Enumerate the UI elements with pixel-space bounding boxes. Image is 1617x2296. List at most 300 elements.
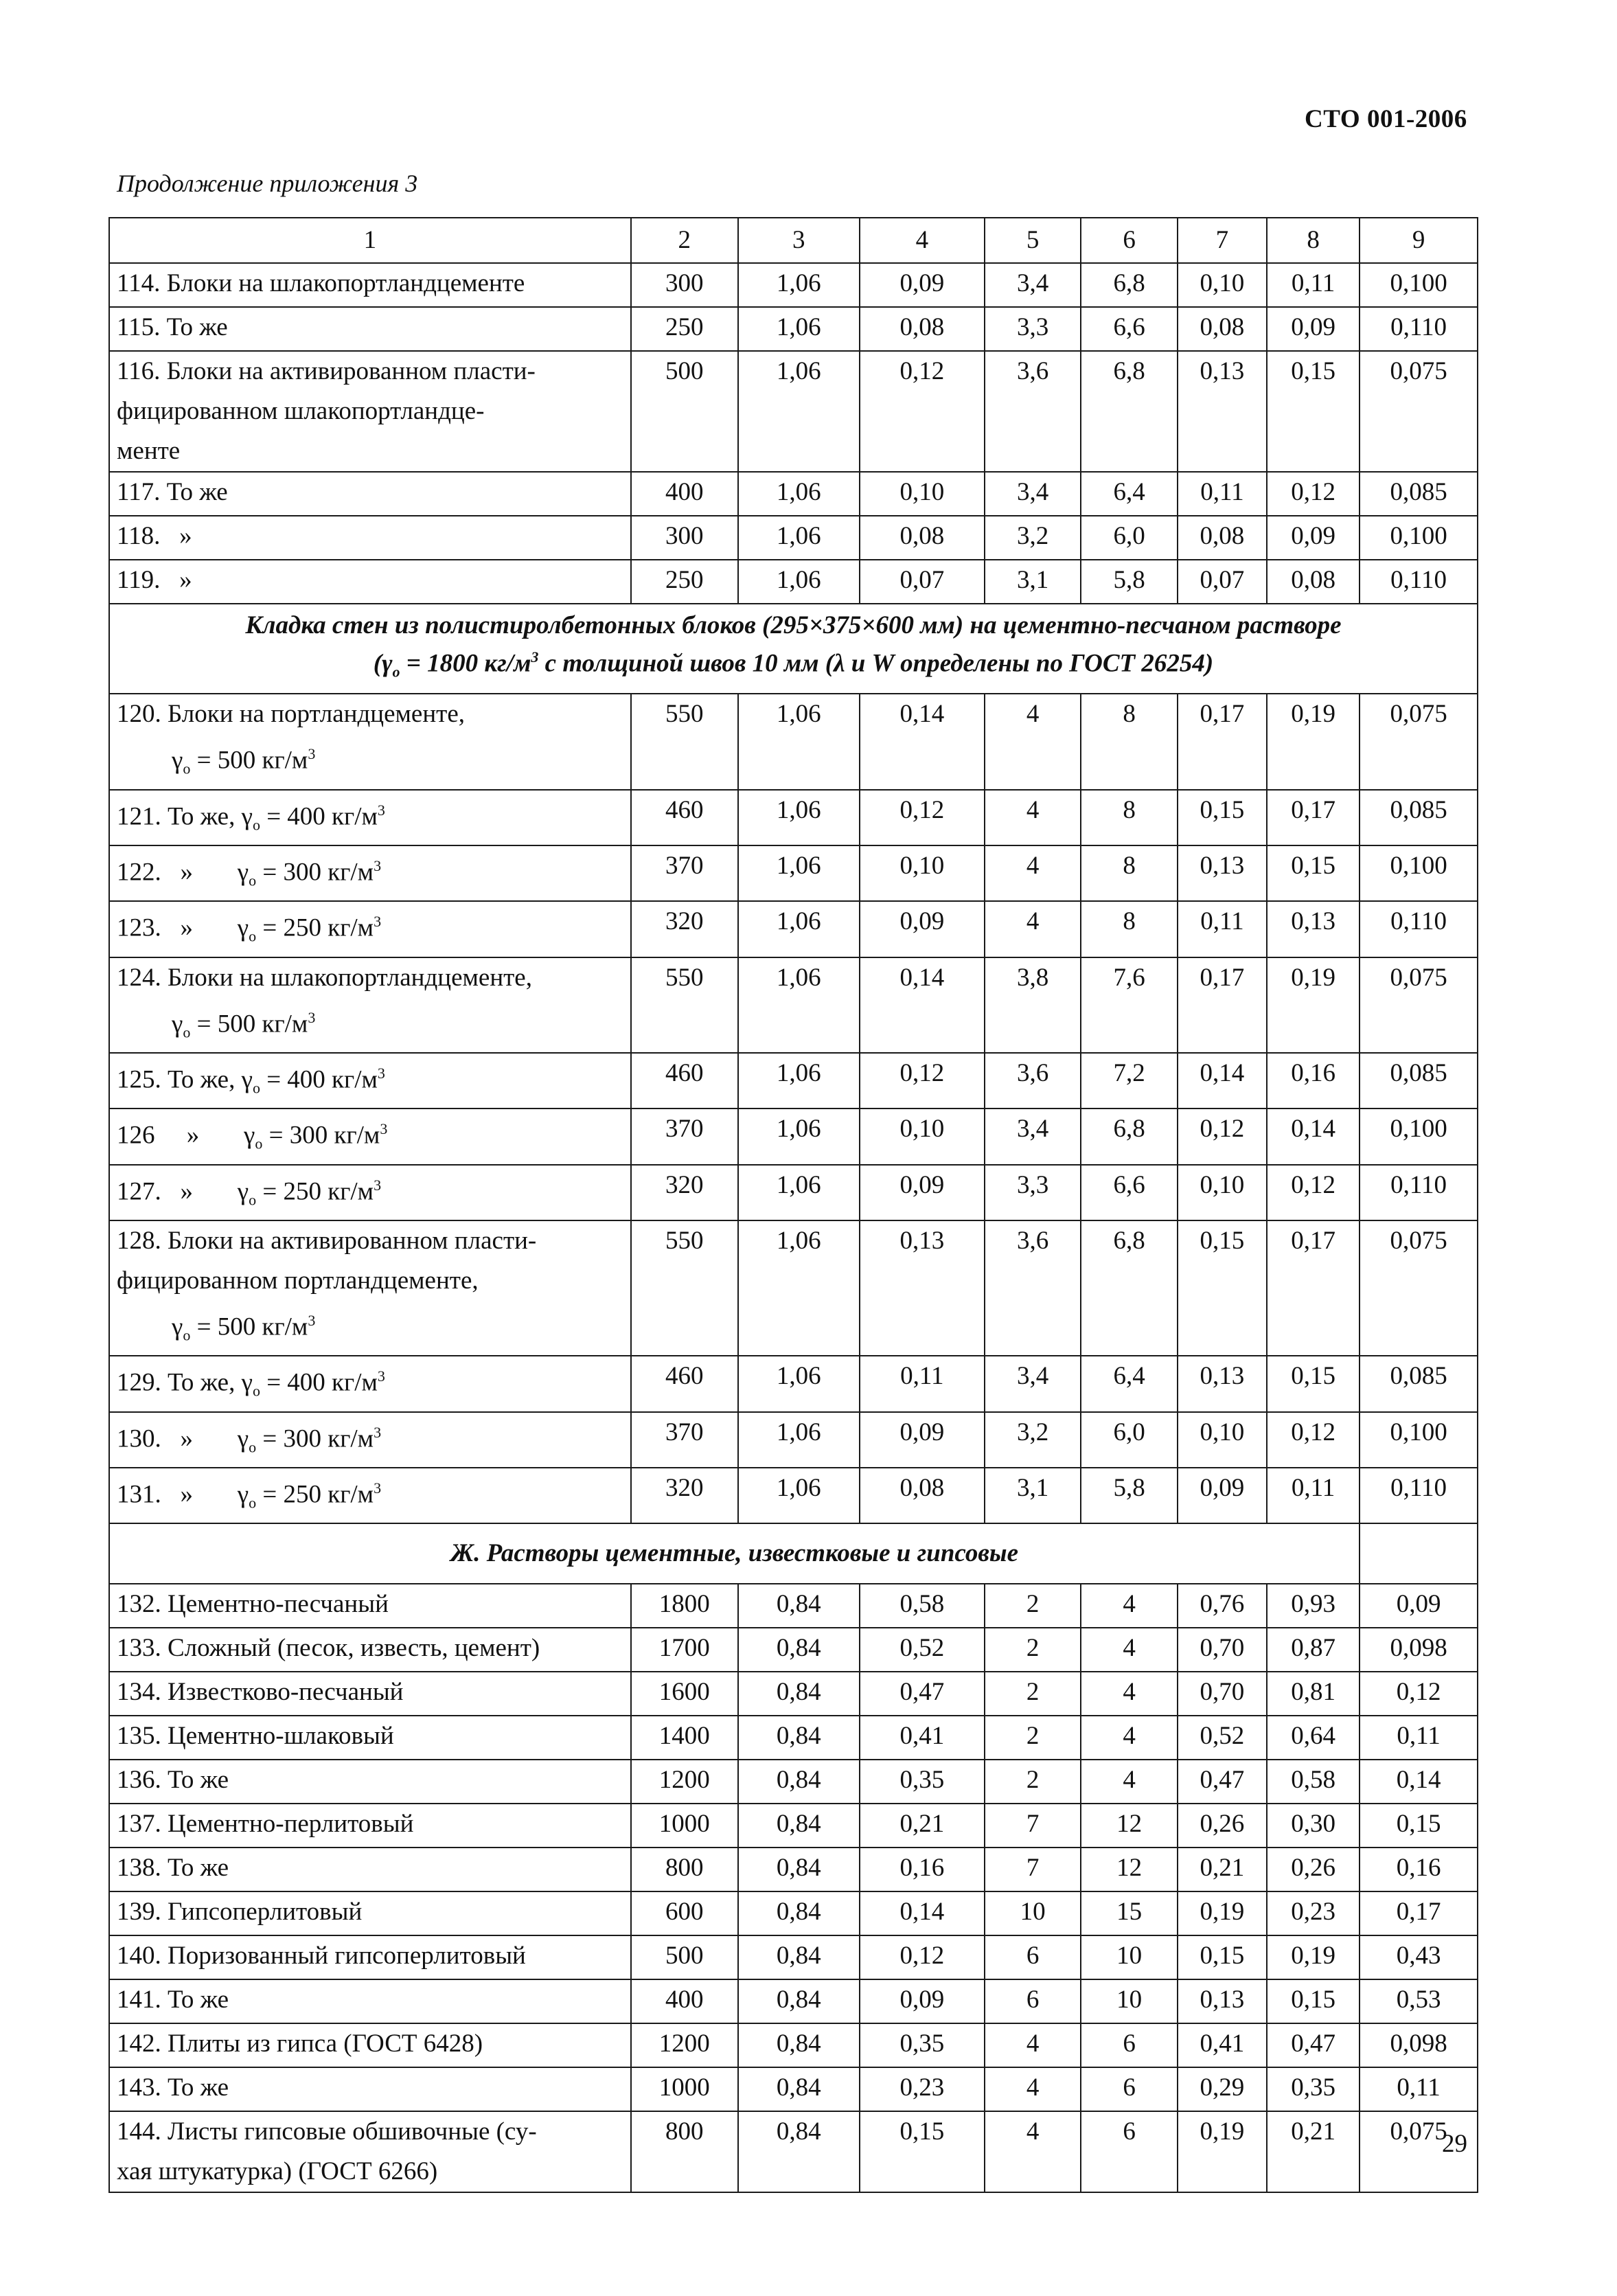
value-cell: 0,13 bbox=[1267, 901, 1360, 957]
value-cell: 1,06 bbox=[738, 1220, 860, 1356]
column-number-cell: 5 bbox=[985, 218, 1081, 263]
value-cell: 0,12 bbox=[1267, 1165, 1360, 1220]
value-cell: 0,26 bbox=[1267, 1848, 1360, 1891]
value-cell: 2 bbox=[985, 1760, 1081, 1804]
value-cell: 0,110 bbox=[1360, 901, 1478, 957]
value-cell: 0,098 bbox=[1360, 1628, 1478, 1672]
value-cell: 1,06 bbox=[738, 957, 860, 1053]
value-cell: 0,15 bbox=[1267, 1979, 1360, 2023]
value-cell: 0,085 bbox=[1360, 790, 1478, 845]
value-cell: 0,10 bbox=[1178, 263, 1267, 307]
value-cell: 0,110 bbox=[1360, 560, 1478, 604]
table-row bbox=[109, 1109, 1478, 1164]
value-cell: 0,14 bbox=[860, 957, 985, 1053]
value-cell: 0,11 bbox=[1267, 263, 1360, 307]
value-cell: 6,8 bbox=[1081, 1220, 1177, 1356]
value-cell: 0,84 bbox=[738, 1848, 860, 1891]
value-cell: 1,06 bbox=[738, 560, 860, 604]
material-name-cell bbox=[109, 1468, 631, 1523]
value-cell: 1,06 bbox=[738, 1468, 860, 1523]
value-cell: 0,15 bbox=[1267, 845, 1360, 901]
value-cell: 1600 bbox=[631, 1672, 738, 1716]
value-cell: 0,11 bbox=[1360, 1716, 1478, 1760]
material-name-line: $\gamma_o = 500$ $кг/м^3$ bbox=[172, 1311, 316, 1344]
value-cell: 2 bbox=[985, 1716, 1081, 1760]
material-name-line: 119. » bbox=[117, 566, 192, 594]
table-row bbox=[109, 516, 1478, 560]
value-cell: 0,84 bbox=[738, 1628, 860, 1672]
material-name-cell bbox=[109, 1628, 631, 1672]
value-cell: 10 bbox=[985, 1891, 1081, 1935]
value-cell: 0,29 bbox=[1178, 2067, 1267, 2111]
value-cell: 0,09 bbox=[860, 1412, 985, 1468]
value-cell: 0,84 bbox=[738, 1716, 860, 1760]
material-name-cell bbox=[109, 1109, 631, 1164]
section-header-row bbox=[109, 1523, 1478, 1584]
value-cell: 0,14 bbox=[860, 694, 985, 789]
material-name-line: 142. Плиты из гипса (ГОСТ 6428) bbox=[117, 2030, 483, 2058]
value-cell: 3,1 bbox=[985, 560, 1081, 604]
value-cell: 0,15 bbox=[1178, 790, 1267, 845]
table-row bbox=[109, 1891, 1478, 1935]
value-cell: 1800 bbox=[631, 1584, 738, 1628]
value-cell: 0,26 bbox=[1178, 1804, 1267, 1848]
value-cell: 2 bbox=[985, 1672, 1081, 1716]
value-cell: 0,100 bbox=[1360, 845, 1478, 901]
value-cell: 3,6 bbox=[985, 1220, 1081, 1356]
value-cell: 600 bbox=[631, 1891, 738, 1935]
material-name-cell bbox=[109, 263, 631, 307]
value-cell: 7,2 bbox=[1081, 1053, 1177, 1109]
value-cell: 0,21 bbox=[1178, 1848, 1267, 1891]
value-cell: 0,52 bbox=[1178, 1716, 1267, 1760]
material-name-line: 115. То же bbox=[117, 313, 228, 341]
value-cell: 0,085 bbox=[1360, 1053, 1478, 1109]
material-name-line: 138. То же bbox=[117, 1854, 229, 1883]
value-cell: 0,08 bbox=[860, 1468, 985, 1523]
value-cell: 6 bbox=[1081, 2111, 1177, 2192]
value-cell: 370 bbox=[631, 1109, 738, 1164]
table-row bbox=[109, 1356, 1478, 1411]
value-cell: 3,8 bbox=[985, 957, 1081, 1053]
value-cell: 3,3 bbox=[985, 307, 1081, 351]
material-name-line: 121. То же, $\gamma_o = 400$ $кг/м^3$ bbox=[117, 801, 385, 833]
value-cell: 1400 bbox=[631, 1716, 738, 1760]
material-name-line: 141. То же bbox=[117, 1986, 229, 2014]
value-cell: 0,15 bbox=[1267, 351, 1360, 472]
material-name-cell bbox=[109, 1804, 631, 1848]
value-cell: 0,35 bbox=[860, 2023, 985, 2067]
material-name-line: 137. Цементно-перлитовый bbox=[117, 1810, 414, 1839]
value-cell: 370 bbox=[631, 1412, 738, 1468]
value-cell: 8 bbox=[1081, 845, 1177, 901]
table-row bbox=[109, 560, 1478, 604]
material-name-cell bbox=[109, 560, 631, 604]
value-cell: 0,35 bbox=[860, 1760, 985, 1804]
material-name-line: 144. Листы гипсовые обшивочные (су- bbox=[117, 2117, 537, 2146]
value-cell: 4 bbox=[985, 2111, 1081, 2192]
value-cell: 0,08 bbox=[1178, 516, 1267, 560]
value-cell: 0,12 bbox=[1267, 1412, 1360, 1468]
material-name-line: 124. Блоки на шлакопортландцементе, bbox=[117, 963, 532, 992]
material-name-cell bbox=[109, 1220, 631, 1356]
value-cell: 1,06 bbox=[738, 263, 860, 307]
value-cell: 0,09 bbox=[1360, 1584, 1478, 1628]
value-cell: 0,53 bbox=[1360, 1979, 1478, 2023]
value-cell: 0,110 bbox=[1360, 1468, 1478, 1523]
value-cell: 1,06 bbox=[738, 516, 860, 560]
material-name-line: 136. То же bbox=[117, 1766, 229, 1795]
value-cell: 10 bbox=[1081, 1935, 1177, 1979]
value-cell: 0,11 bbox=[1267, 1468, 1360, 1523]
material-name-line: менте bbox=[117, 437, 181, 465]
table-row bbox=[109, 2023, 1478, 2067]
material-name-line: $\gamma_o = 500$ $кг/м^3$ bbox=[172, 745, 316, 777]
value-cell: 0,16 bbox=[860, 1848, 985, 1891]
value-cell: 1,06 bbox=[738, 694, 860, 789]
value-cell: 4 bbox=[1081, 1716, 1177, 1760]
value-cell: 2 bbox=[985, 1628, 1081, 1672]
material-name-line: 127. » $\gamma_o = 250$ $кг/м^3$ bbox=[117, 1176, 382, 1208]
material-name-cell bbox=[109, 1584, 631, 1628]
material-name-line: 130. » $\gamma_o = 300$ $кг/м^3$ bbox=[117, 1423, 382, 1455]
material-name-line: 133. Сложный (песок, известь, цемент) bbox=[117, 1634, 540, 1663]
material-name-line: 122. » $\gamma_o = 300$ $кг/м^3$ bbox=[117, 856, 382, 889]
table-row bbox=[109, 351, 1478, 472]
material-name-cell bbox=[109, 1979, 631, 2023]
value-cell: 6,0 bbox=[1081, 1412, 1177, 1468]
value-cell: 0,21 bbox=[1267, 2111, 1360, 2192]
table-row bbox=[109, 845, 1478, 901]
value-cell: 0,09 bbox=[860, 1165, 985, 1220]
value-cell: 0,085 bbox=[1360, 1356, 1478, 1411]
value-cell: 3,2 bbox=[985, 516, 1081, 560]
value-cell: 4 bbox=[1081, 1672, 1177, 1716]
value-cell: 0,19 bbox=[1267, 1935, 1360, 1979]
table-row bbox=[109, 1848, 1478, 1891]
value-cell: 0,64 bbox=[1267, 1716, 1360, 1760]
value-cell: 0,10 bbox=[860, 845, 985, 901]
table-row bbox=[109, 1412, 1478, 1468]
value-cell: 0,11 bbox=[1178, 472, 1267, 516]
column-number-cell: 3 bbox=[738, 218, 860, 263]
value-cell: 1,06 bbox=[738, 1165, 860, 1220]
value-cell: 0,14 bbox=[1178, 1053, 1267, 1109]
value-cell: 250 bbox=[631, 560, 738, 604]
value-cell: 4 bbox=[985, 2067, 1081, 2111]
value-cell: 0,12 bbox=[860, 351, 985, 472]
page-number: 29 bbox=[1442, 2130, 1467, 2158]
table-row bbox=[109, 307, 1478, 351]
value-cell: 3,6 bbox=[985, 1053, 1081, 1109]
value-cell: 400 bbox=[631, 1979, 738, 2023]
value-cell: 0,84 bbox=[738, 1584, 860, 1628]
value-cell: 400 bbox=[631, 472, 738, 516]
section-header-mortars: Ж. Растворы цементные, известковые и гипсовые bbox=[109, 1523, 1360, 1584]
value-cell: 0,09 bbox=[1267, 307, 1360, 351]
value-cell: 460 bbox=[631, 1053, 738, 1109]
material-name-cell bbox=[109, 1356, 631, 1411]
value-cell: 0,41 bbox=[1178, 2023, 1267, 2067]
value-cell: 0,075 bbox=[1360, 351, 1478, 472]
material-name-cell bbox=[109, 1165, 631, 1220]
value-cell: 0,075 bbox=[1360, 2111, 1478, 2192]
value-cell: 1200 bbox=[631, 2023, 738, 2067]
column-number-cell: 4 bbox=[860, 218, 985, 263]
value-cell: 0,15 bbox=[1267, 1356, 1360, 1411]
material-name-line: 126 » $\gamma_o = 300$ $кг/м^3$ bbox=[117, 1120, 388, 1152]
value-cell: 0,08 bbox=[860, 516, 985, 560]
material-name-cell bbox=[109, 2067, 631, 2111]
value-cell: 500 bbox=[631, 351, 738, 472]
value-cell: 0,09 bbox=[1178, 1468, 1267, 1523]
empty-cell bbox=[1360, 1523, 1478, 1584]
value-cell: 1700 bbox=[631, 1628, 738, 1672]
table-row bbox=[109, 790, 1478, 845]
material-name-cell bbox=[109, 1891, 631, 1935]
materials-table bbox=[108, 217, 1478, 2193]
table-row bbox=[109, 472, 1478, 516]
value-cell: 0,100 bbox=[1360, 263, 1478, 307]
value-cell: 0,12 bbox=[1360, 1672, 1478, 1716]
value-cell: 4 bbox=[985, 790, 1081, 845]
material-name-line: 131. » $\gamma_o = 250$ $кг/м^3$ bbox=[117, 1479, 382, 1512]
table-row bbox=[109, 1716, 1478, 1760]
column-number-cell: 9 bbox=[1360, 218, 1478, 263]
value-cell: 0,12 bbox=[860, 790, 985, 845]
material-name-cell bbox=[109, 516, 631, 560]
value-cell: 4 bbox=[985, 845, 1081, 901]
value-cell: 0,13 bbox=[1178, 845, 1267, 901]
value-cell: 0,12 bbox=[1267, 472, 1360, 516]
value-cell: 460 bbox=[631, 1356, 738, 1411]
value-cell: 0,08 bbox=[1178, 307, 1267, 351]
value-cell: 0,43 bbox=[1360, 1935, 1478, 1979]
value-cell: 0,15 bbox=[1360, 1804, 1478, 1848]
value-cell: 0,075 bbox=[1360, 1220, 1478, 1356]
section-header-line: Кладка стен из полистиролбетонных блоков (295×375×600 мм) на цементно-песчаном растворе bbox=[245, 611, 1342, 639]
material-name-line: хая штукатурка) (ГОСТ 6266) bbox=[117, 2157, 438, 2186]
value-cell: 0,23 bbox=[860, 2067, 985, 2111]
value-cell: 0,84 bbox=[738, 1979, 860, 2023]
value-cell: 0,70 bbox=[1178, 1628, 1267, 1672]
section-header-polystyrene bbox=[109, 604, 1478, 694]
material-name-cell bbox=[109, 307, 631, 351]
column-number-cell: 2 bbox=[631, 218, 738, 263]
value-cell: 3,4 bbox=[985, 472, 1081, 516]
material-name-line: фицированном шлакопортландце- bbox=[117, 397, 485, 425]
table-row bbox=[109, 901, 1478, 957]
material-name-line: 128. Блоки на активированном пласти- bbox=[117, 1226, 537, 1255]
value-cell: 8 bbox=[1081, 790, 1177, 845]
value-cell: 0,76 bbox=[1178, 1584, 1267, 1628]
value-cell: 0,12 bbox=[860, 1935, 985, 1979]
value-cell: 3,4 bbox=[985, 1109, 1081, 1164]
material-name-line: 120. Блоки на портландцементе, bbox=[117, 700, 465, 729]
value-cell: 0,21 bbox=[860, 1804, 985, 1848]
value-cell: 0,87 bbox=[1267, 1628, 1360, 1672]
value-cell: 1,06 bbox=[738, 1412, 860, 1468]
value-cell: 1000 bbox=[631, 1804, 738, 1848]
value-cell: 15 bbox=[1081, 1891, 1177, 1935]
value-cell: 0,23 bbox=[1267, 1891, 1360, 1935]
value-cell: 0,11 bbox=[1178, 901, 1267, 957]
material-name-line: 132. Цементно-песчаный bbox=[117, 1590, 389, 1619]
value-cell: 8 bbox=[1081, 901, 1177, 957]
value-cell: 0,07 bbox=[1178, 560, 1267, 604]
value-cell: 0,14 bbox=[1360, 1760, 1478, 1804]
value-cell: 0,15 bbox=[1178, 1220, 1267, 1356]
value-cell: 3,4 bbox=[985, 1356, 1081, 1411]
value-cell: 0,09 bbox=[860, 901, 985, 957]
table-row bbox=[109, 1804, 1478, 1848]
table-row bbox=[109, 1220, 1478, 1356]
material-name-line: 129. То же, $\gamma_o = 400$ $кг/м^3$ bbox=[117, 1367, 385, 1400]
table-row bbox=[109, 1672, 1478, 1716]
table-row bbox=[109, 1053, 1478, 1109]
material-name-line: 117. То же bbox=[117, 478, 228, 506]
value-cell: 0,19 bbox=[1267, 957, 1360, 1053]
value-cell: 0,30 bbox=[1267, 1804, 1360, 1848]
value-cell: 0,085 bbox=[1360, 472, 1478, 516]
value-cell: 0,15 bbox=[860, 2111, 985, 2192]
value-cell: 320 bbox=[631, 901, 738, 957]
material-name-line: 139. Гипсоперлитовый bbox=[117, 1898, 363, 1926]
value-cell: 1,06 bbox=[738, 351, 860, 472]
section-header-line: ($\gamma_o = 1800$ $кг/м^3$ с толщиной швов 10 мм (λ и W определены по ГОСТ 26254) bbox=[373, 648, 1214, 681]
material-name-line: 125. То же, $\gamma_o = 400$ $кг/м^3$ bbox=[117, 1064, 385, 1097]
value-cell: 0,47 bbox=[1178, 1760, 1267, 1804]
value-cell: 0,17 bbox=[1360, 1891, 1478, 1935]
value-cell: 3,1 bbox=[985, 1468, 1081, 1523]
value-cell: 1200 bbox=[631, 1760, 738, 1804]
table-row bbox=[109, 263, 1478, 307]
value-cell: 0,14 bbox=[1267, 1109, 1360, 1164]
value-cell: 0,10 bbox=[1178, 1412, 1267, 1468]
value-cell: 0,13 bbox=[860, 1220, 985, 1356]
material-name-cell bbox=[109, 845, 631, 901]
value-cell: 0,12 bbox=[1178, 1109, 1267, 1164]
value-cell: 7 bbox=[985, 1848, 1081, 1891]
value-cell: 460 bbox=[631, 790, 738, 845]
value-cell: 0,84 bbox=[738, 2111, 860, 2192]
value-cell: 0,84 bbox=[738, 1672, 860, 1716]
table-row bbox=[109, 1979, 1478, 2023]
column-number-cell: 8 bbox=[1267, 218, 1360, 263]
value-cell: 0,110 bbox=[1360, 1165, 1478, 1220]
material-name-cell bbox=[109, 1672, 631, 1716]
table-row bbox=[109, 1584, 1478, 1628]
value-cell: 1,06 bbox=[738, 1053, 860, 1109]
value-cell: 0,10 bbox=[860, 1109, 985, 1164]
table-row bbox=[109, 2111, 1478, 2192]
table-row bbox=[109, 694, 1478, 789]
value-cell: 6 bbox=[985, 1979, 1081, 2023]
material-name-line: 140. Поризованный гипсоперлитовый bbox=[117, 1942, 526, 1970]
value-cell: 3,3 bbox=[985, 1165, 1081, 1220]
material-name-cell bbox=[109, 1716, 631, 1760]
value-cell: 370 bbox=[631, 845, 738, 901]
value-cell: 550 bbox=[631, 957, 738, 1053]
value-cell: 800 bbox=[631, 1848, 738, 1891]
value-cell: 7 bbox=[985, 1804, 1081, 1848]
value-cell: 8 bbox=[1081, 694, 1177, 789]
value-cell: 0,110 bbox=[1360, 307, 1478, 351]
value-cell: 0,17 bbox=[1178, 957, 1267, 1053]
value-cell: 0,84 bbox=[738, 2067, 860, 2111]
material-name-line: $\gamma_o = 500$ $кг/м^3$ bbox=[172, 1008, 316, 1041]
material-name-cell bbox=[109, 1848, 631, 1891]
value-cell: 0,84 bbox=[738, 1760, 860, 1804]
value-cell: 0,84 bbox=[738, 1891, 860, 1935]
material-name-line: 118. » bbox=[117, 522, 192, 550]
table-row bbox=[109, 1165, 1478, 1220]
value-cell: 6,6 bbox=[1081, 1165, 1177, 1220]
value-cell: 0,07 bbox=[860, 560, 985, 604]
material-name-line: 123. » $\gamma_o = 250$ $кг/м^3$ bbox=[117, 913, 382, 945]
column-number-cell: 6 bbox=[1081, 218, 1177, 263]
material-name-cell bbox=[109, 1053, 631, 1109]
value-cell: 5,8 bbox=[1081, 1468, 1177, 1523]
value-cell: 0,81 bbox=[1267, 1672, 1360, 1716]
value-cell: 0,11 bbox=[860, 1356, 985, 1411]
value-cell: 0,075 bbox=[1360, 957, 1478, 1053]
value-cell: 0,17 bbox=[1267, 1220, 1360, 1356]
value-cell: 0,10 bbox=[860, 472, 985, 516]
value-cell: 0,13 bbox=[1178, 1979, 1267, 2023]
table-row bbox=[109, 1760, 1478, 1804]
material-name-cell bbox=[109, 957, 631, 1053]
value-cell: 0,12 bbox=[860, 1053, 985, 1109]
value-cell: 12 bbox=[1081, 1848, 1177, 1891]
value-cell: 0,08 bbox=[860, 307, 985, 351]
value-cell: 0,100 bbox=[1360, 1109, 1478, 1164]
material-name-cell bbox=[109, 790, 631, 845]
value-cell: 2 bbox=[985, 1584, 1081, 1628]
material-name-line: 114. Блоки на шлакопортландцементе bbox=[117, 269, 525, 297]
value-cell: 1,06 bbox=[738, 845, 860, 901]
value-cell: 0,93 bbox=[1267, 1584, 1360, 1628]
material-name-line: 143. То же bbox=[117, 2073, 229, 2102]
material-name-cell bbox=[109, 1412, 631, 1468]
value-cell: 0,35 bbox=[1267, 2067, 1360, 2111]
value-cell: 1,06 bbox=[738, 1356, 860, 1411]
value-cell: 550 bbox=[631, 694, 738, 789]
material-name-cell bbox=[109, 2111, 631, 2192]
value-cell: 6,4 bbox=[1081, 472, 1177, 516]
material-name-line: 134. Известково-песчаный bbox=[117, 1678, 404, 1707]
value-cell: 0,17 bbox=[1267, 790, 1360, 845]
material-name-cell bbox=[109, 694, 631, 789]
value-cell: 6 bbox=[1081, 2023, 1177, 2067]
value-cell: 4 bbox=[1081, 1628, 1177, 1672]
value-cell: 0,08 bbox=[1267, 560, 1360, 604]
material-name-line: 116. Блоки на активированном пласти- bbox=[117, 357, 536, 385]
value-cell: 3,4 bbox=[985, 263, 1081, 307]
material-name-line: фицированном портландцементе, bbox=[117, 1266, 479, 1295]
value-cell: 0,19 bbox=[1178, 1891, 1267, 1935]
value-cell: 0,15 bbox=[1178, 1935, 1267, 1979]
material-name-cell bbox=[109, 1935, 631, 1979]
table-row bbox=[109, 1935, 1478, 1979]
material-name-line: 135. Цементно-шлаковый bbox=[117, 1722, 394, 1751]
value-cell: 1,06 bbox=[738, 1109, 860, 1164]
value-cell: 6,4 bbox=[1081, 1356, 1177, 1411]
material-name-cell bbox=[109, 351, 631, 472]
value-cell: 0,84 bbox=[738, 2023, 860, 2067]
table-row bbox=[109, 1628, 1478, 1672]
value-cell: 0,14 bbox=[860, 1891, 985, 1935]
